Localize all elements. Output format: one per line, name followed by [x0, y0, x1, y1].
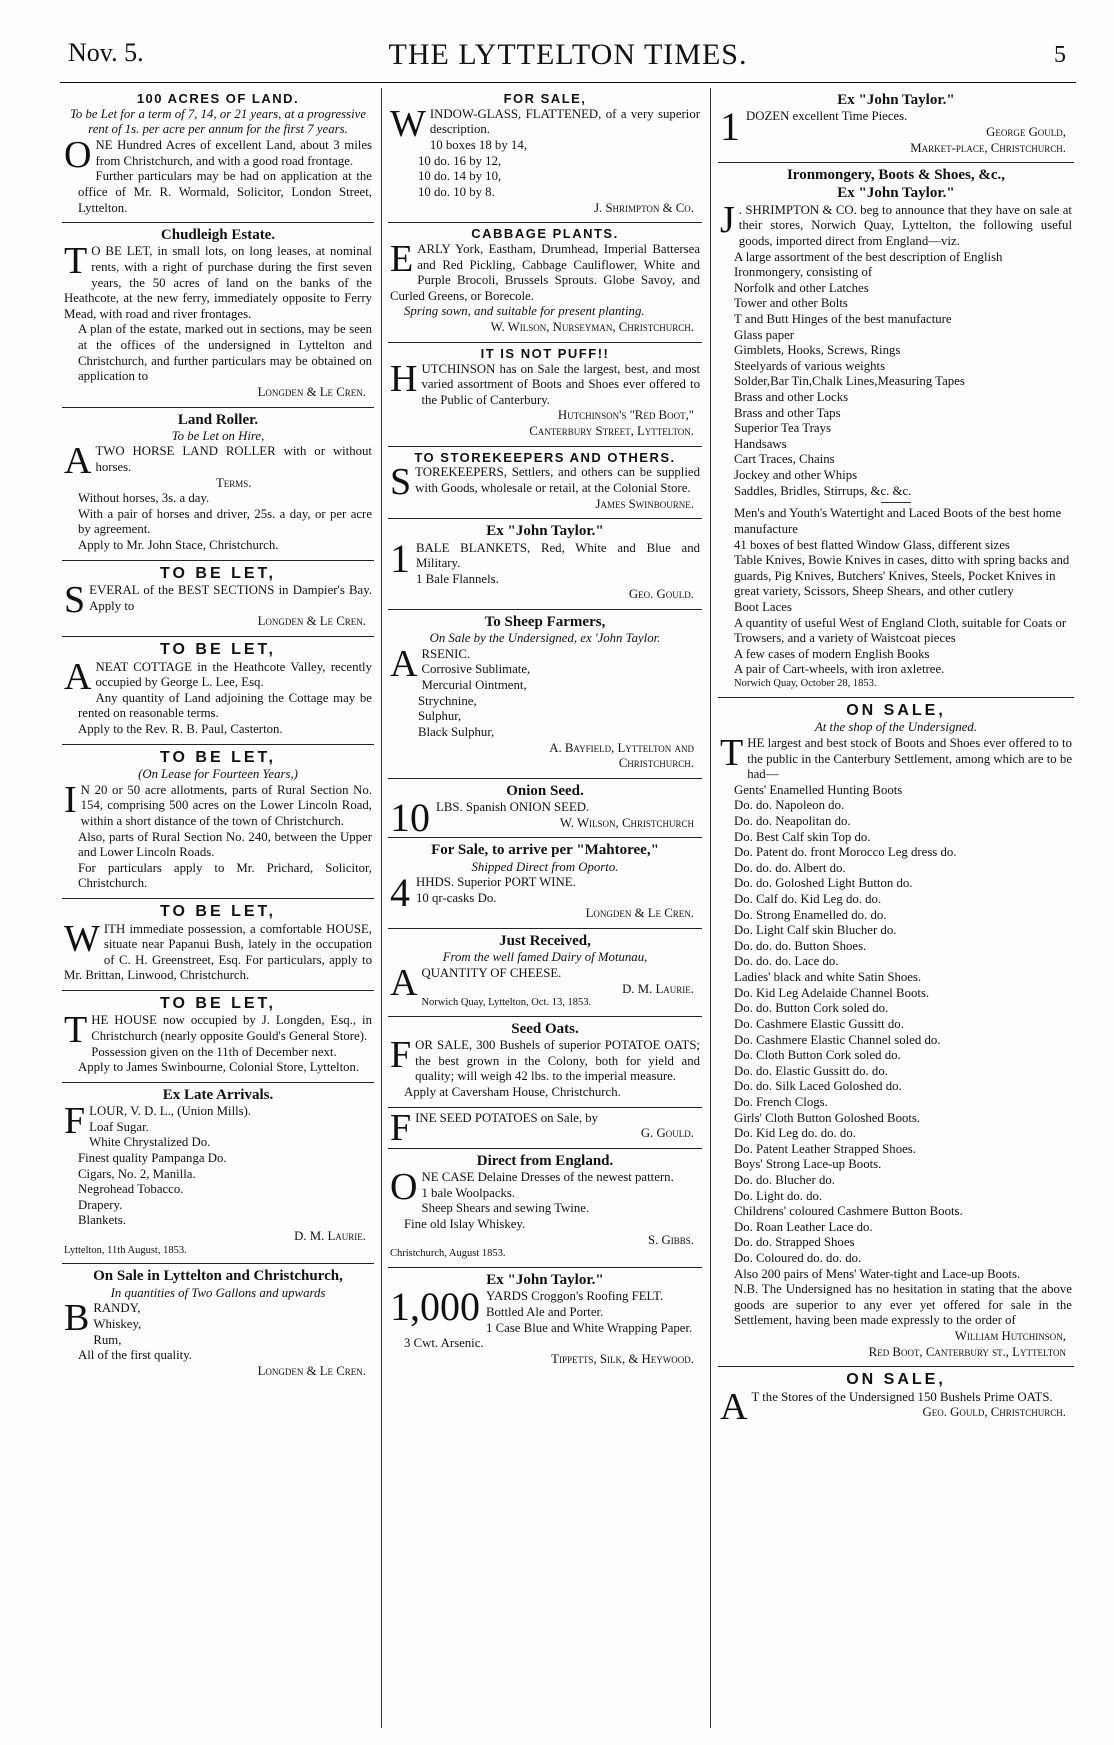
ad-body: Apply at Caversham House, Christchurch.: [404, 1085, 621, 1100]
drop-cap: W: [64, 917, 100, 960]
ad-brandy: [62, 1264, 374, 1385]
ad-body: Apply to the Rev. R. B. Paul, Casterton.: [78, 721, 283, 736]
item-list: [720, 250, 1072, 500]
ad-body: HHDS. Superior PORT WINE.: [416, 875, 576, 890]
ad-signature: Christchurch.: [618, 756, 694, 771]
drop-cap: F: [390, 1106, 412, 1149]
ad-title: Onion Seed.: [506, 782, 584, 799]
ad-signature: Longden & Le Cren.: [257, 1363, 366, 1378]
ad-signature: George Gould,: [986, 124, 1066, 139]
ad-body: BALE BLANKETS, Red, White and Blue and Military.: [416, 540, 700, 571]
list-item: Do. Calf do. Kid Leg do. do.: [734, 892, 882, 907]
list-item: White Chrystalized Do.: [89, 1135, 211, 1150]
ad-title: IT IS NOT PUFF!!: [480, 345, 610, 361]
ad-title: On Sale in Lyttelton and Christchurch,: [93, 1268, 343, 1285]
ad-subtitle: (On Lease for Fourteen Years,): [138, 767, 298, 782]
list-item: Childrens' coloured Cashmere Button Boots.: [734, 1204, 963, 1219]
drop-number: 4: [390, 870, 410, 916]
ad-not-puff: [388, 343, 702, 447]
list-item: 3 Cwt. Arsenic.: [404, 1336, 484, 1351]
drop-cap: O: [390, 1166, 418, 1209]
list-item: Do. do. Silk Laced Goloshed do.: [734, 1079, 902, 1094]
ad-signature: James Swinbourne.: [595, 496, 694, 511]
drop-cap: A: [390, 642, 418, 685]
list-item: A pair of Cart-wheels, with iron axletree.: [734, 662, 945, 677]
drop-cap: A: [720, 1385, 748, 1428]
list-item: Do. Coloured do. do. do.: [734, 1251, 862, 1266]
ad-body: ARLY York, Eastham, Drumhead, Imperial Battersea and Red Pickling, Cabbage Cauliflower, White and Purple Brocoli, Brussels Sprouts. Globe Savoy, and Curled Greens, or Borecole.: [390, 241, 700, 303]
issue-date: Nov. 5.: [68, 38, 144, 67]
ad-title: Ex Late Arrivals.: [162, 1086, 274, 1103]
ad-allotments-lease: [62, 745, 374, 899]
list-item: Drapery.: [78, 1197, 123, 1212]
column-2: [388, 88, 702, 1728]
ad-body: INE SEED POTATOES on Sale, by: [415, 1110, 599, 1125]
list-item: Do. do. do. Lace do.: [734, 954, 839, 969]
ad-body: N 20 or 50 acre allotments, parts of Rural Section No. 154, comprising 500 acres on the Lower Lincoln Road, within a short distance of the town of Christchurch.: [80, 782, 372, 828]
ad-body: A plan of the estate, marked out in sections, may be seen at the offices of the undersigned in Lyttelton and Christchurch, and further particulars may be obtained on application to: [78, 322, 372, 384]
list-item: Glass paper: [734, 327, 795, 342]
list-item: Do. do. do. Button Shoes.: [734, 938, 867, 953]
item-list: [720, 783, 1072, 1283]
ad-oats: [718, 1367, 1074, 1427]
drop-cap: T: [64, 240, 88, 283]
masthead: [60, 38, 1076, 83]
drop-cap: H: [390, 357, 418, 400]
ad-signature: Red Boot, Canterbury st., Lyttelton: [868, 1344, 1066, 1359]
drop-number: 1: [390, 535, 410, 581]
ad-signature: D. M. Laurie.: [622, 981, 694, 996]
list-item: Table Knives, Bowie Knives in cases, ditto with spring backs and guards, Pig Knives, Butchers' Knives, Steels, Pocket Knives in great variety, Scissors, Sheep Shears, and other cutlery: [734, 553, 1070, 599]
ad-seed-oats: [388, 1017, 702, 1108]
ad-title: Seed Oats.: [511, 1020, 579, 1037]
ad-signature: Canterbury Street, Lyttelton.: [529, 423, 694, 438]
ad-cottage-heathcote: [62, 637, 374, 745]
list-item: Cart Traces, Chains: [734, 452, 835, 467]
list-item: 41 boxes of best flatted Window Glass, different sizes: [734, 537, 1010, 552]
ad-boots-shoes: [718, 698, 1074, 1368]
list-item: Saddles, Bridles, Stirrups, &c. &c.: [734, 483, 912, 498]
ad-body: LBS. Spanish ONION SEED.: [436, 800, 590, 815]
ad-100-acres: [62, 88, 374, 223]
list-item: Strychnine,: [418, 693, 477, 708]
ad-body: O BE LET, in small lots, on long leases, at nominal rents, with a right of purchase during the first seven years, the 50 acres of land on the banks of the Heathcote, at the new ferry, immediately opposite to Ferry Mead, with road and river frontages.: [64, 244, 372, 321]
ad-subtitle: On Sale by the Undersigned, ex 'John Taylor.: [429, 631, 661, 646]
column-rule: [710, 88, 711, 1728]
ad-date: Christchurch, August 1853.: [390, 1248, 506, 1260]
ad-time-pieces: [718, 88, 1074, 163]
ad-cabbage-plants: [388, 223, 702, 343]
drop-cap: O: [64, 134, 92, 177]
ad-window-glass: [388, 88, 702, 223]
list-item: Handsaws: [734, 436, 787, 451]
list-item: Boys' Strong Lace-up Boots.: [734, 1157, 882, 1172]
ad-title: Ex "John Taylor.": [837, 185, 955, 202]
ad-signature: Market-place, Christchurch.: [910, 140, 1066, 155]
ad-sections-dampiers-bay: [62, 561, 374, 637]
item-list: [720, 506, 1072, 678]
list-item: Do. Patent do. front Morocco Leg dress do.: [734, 845, 957, 860]
list-item: Do. do. Neapolitan do.: [734, 813, 851, 828]
item-list: [390, 138, 700, 200]
list-item: T and Butt Hinges of the best manufacture: [734, 311, 952, 326]
ad-subtitle: To be Let on Hire,: [171, 428, 265, 443]
ad-title: Just Received,: [499, 933, 591, 949]
ad-direct-england: [388, 1149, 702, 1268]
ad-signature: J. Shrimpton & Co.: [594, 200, 694, 215]
ad-title: TO STOREKEEPERS AND OTHERS.: [414, 449, 676, 465]
ad-date: Lyttelton, 11th August, 1853.: [64, 1244, 187, 1256]
ad-date: Norwich Quay, Lyttelton, Oct. 13, 1853.: [421, 997, 592, 1009]
ad-body: NEAT COTTAGE in the Heathcote Valley, recently occupied by George L. Lee, Esq.: [95, 659, 372, 690]
ad-blankets: [388, 519, 702, 610]
list-item: Do. Cashmere Elastic Gussitt do.: [734, 1016, 904, 1031]
list-item: 1 Case Blue and White Wrapping Paper.: [486, 1320, 693, 1335]
ad-title: FOR SALE,: [503, 91, 587, 106]
drop-cap: J: [720, 198, 735, 241]
list-item: Fine old Islay Whiskey.: [404, 1217, 526, 1231]
ad-body: Apply to James Swinbourne, Colonial Store, Lyttelton.: [78, 1060, 360, 1075]
ad-body: TOREKEEPERS, Settlers, and others can be supplied with Goods, wholesale or retail, at the Colonial Store.: [415, 465, 700, 496]
ad-sheep-farmers: [388, 610, 702, 779]
item-list: [64, 1120, 372, 1229]
ad-body: Also, parts of Rural Section No. 240, between the Upper and Lower Lincoln Roads.: [78, 829, 372, 860]
item-list: [390, 1186, 700, 1233]
ad-body: NE Hundred Acres of excellent Land, about 3 miles from Christchurch, and with a good road frontage.: [95, 138, 372, 168]
ad-body: TWO HORSE LAND ROLLER with or without horses.: [95, 444, 372, 475]
ad-title: CABBAGE PLANTS.: [471, 226, 619, 242]
list-item: 10 do. 14 by 10,: [418, 169, 502, 184]
ad-roofing-felt: [388, 1268, 702, 1373]
list-item: Mercurial Ointment,: [421, 678, 527, 693]
ad-body: Spring sown, and suitable for present planting.: [404, 304, 645, 319]
ad-signature: A. Bayfield, Lyttelton and: [549, 740, 694, 755]
list-item: Do. Kid Leg Adelaide Channel Boots.: [734, 985, 930, 1000]
ad-signature: D. M. Laurie.: [294, 1229, 366, 1244]
list-item: Whiskey,: [93, 1316, 142, 1331]
ad-body: RSENIC.: [421, 646, 471, 661]
drop-cap: A: [64, 440, 92, 483]
drop-cap: E: [390, 237, 414, 280]
divider: [881, 502, 911, 503]
column-1: [62, 88, 374, 1728]
drop-number: 10: [390, 795, 430, 841]
list-item: 10 do. 16 by 12,: [418, 153, 502, 168]
newspaper-title: THE LYTTELTON TIMES.: [388, 38, 748, 71]
ad-seed-potatoes: [388, 1108, 702, 1149]
list-item: Also 200 pairs of Mens' Water-tight and Lace-up Boots.: [734, 1266, 1021, 1281]
list-item: Do. do. Button Cork soled do.: [734, 1001, 889, 1016]
list-item: Do. Kid Leg do. do. do.: [734, 1126, 856, 1141]
ad-title: ON SALE,: [846, 701, 946, 719]
list-item: 10 do. 10 by 8.: [418, 184, 495, 199]
ad-line: Apply to Mr. John Stace, Christchurch.: [78, 538, 279, 553]
ad-body: UTCHINSON has on Sale the largest, best, and most varied assortment of Boots and Shoes ever offered to the Public of Canterbury.: [421, 361, 700, 407]
ad-ironmongery: [718, 163, 1074, 698]
column-3: [718, 88, 1074, 1728]
list-item: Do. Strong Enamelled do. do.: [734, 907, 887, 922]
drop-cap: A: [64, 655, 92, 698]
ad-signature: Longden & Le Cren.: [257, 384, 366, 399]
ad-house-longden: [62, 991, 374, 1083]
list-item: Brass and other Locks: [734, 390, 849, 405]
ad-title: Ex "John Taylor.": [486, 1272, 604, 1289]
list-item: A few cases of modern English Books: [734, 646, 930, 661]
ad-body: For particulars apply to Mr. Prichard, Solicitor, Christchurch.: [78, 860, 372, 891]
list-item: Girls' Cloth Button Goloshed Boots.: [734, 1110, 921, 1125]
ad-body: Possession given on the 11th of December next.: [91, 1044, 337, 1059]
ad-title: Direct from England.: [476, 1152, 614, 1169]
ad-terms-heading: Terms.: [215, 475, 252, 490]
list-item: Do. do. Blucher do.: [734, 1172, 835, 1187]
list-item: Boot Laces: [734, 599, 792, 614]
ad-line: With a pair of horses and driver, 25s. a day, or per acre by agreement.: [78, 506, 372, 537]
list-item: Rum,: [93, 1332, 122, 1347]
ad-title: TO BE LET,: [160, 564, 276, 582]
ad-title: TO BE LET,: [160, 641, 276, 659]
ad-signature: W. Wilson, Nurseyman, Christchurch.: [490, 320, 694, 335]
list-item: 10 boxes 18 by 14,: [429, 138, 527, 153]
list-item: Blankets.: [78, 1213, 126, 1228]
ad-body: INDOW-GLASS, FLATTENED, of a very superior description.: [429, 106, 700, 137]
ad-title: Chudleigh Estate.: [160, 227, 276, 244]
ad-title: TO BE LET,: [160, 902, 276, 920]
ad-body: RANDY,: [93, 1301, 141, 1316]
list-item: Do. Patent Leather Strapped Shoes.: [734, 1141, 916, 1156]
ad-title: Ex "John Taylor.": [837, 92, 955, 108]
list-item: Cigars, No. 2, Manilla.: [78, 1166, 196, 1181]
ad-line: 10 qr-casks Do.: [416, 890, 497, 905]
ad-line: 1 Bale Flannels.: [416, 571, 499, 586]
ad-signature: Longden & Le Cren.: [585, 906, 694, 921]
list-item: Do. Roan Leather Lace do.: [734, 1219, 873, 1234]
ad-chudleigh-estate: [62, 223, 374, 407]
list-item: Do. Cashmere Elastic Channel soled do.: [734, 1032, 941, 1047]
list-item: Tower and other Bolts: [734, 296, 848, 311]
list-item: All of the first quality.: [78, 1348, 192, 1363]
ad-signature: W. Wilson, Christchurch: [559, 815, 694, 830]
ad-title: 100 ACRES OF LAND.: [136, 91, 300, 106]
ad-subtitle: To be Let for a term of 7, 14, or 21 years, at a progressive rent of 1s. per acre per annum for the first 7 years.: [69, 106, 367, 137]
list-item: Gimblets, Hooks, Screws, Rings: [734, 343, 901, 358]
ad-signature: Hutchinson's "Red Boot,": [557, 408, 694, 423]
list-item: Gents' Enamelled Hunting Boots: [734, 782, 903, 797]
list-item: Sulphur,: [418, 709, 462, 724]
ad-port-wine: [388, 838, 702, 929]
ad-signature: William Hutchinson,: [954, 1329, 1066, 1344]
list-item: Sheep Shears and sewing Twine.: [421, 1201, 590, 1216]
list-item: Do. Cloth Button Cork soled do.: [734, 1048, 901, 1063]
ad-body: . SHRIMPTON & CO. beg to announce that they have on sale at their stores, Norwich Quay, Lyttelton, the following useful goods, imported direct from England—viz.: [738, 202, 1072, 248]
drop-cap: W: [390, 102, 426, 145]
drop-cap: T: [64, 1009, 88, 1052]
ad-body: Further particulars may be had on application at the office of Mr. R. Wormald, Solicitor, London Street, Lyttelton.: [78, 169, 372, 215]
ad-house-papanui: [62, 899, 374, 991]
list-item: Brass and other Taps: [734, 405, 841, 420]
drop-number: 1: [720, 104, 740, 150]
ad-storekeepers: [388, 447, 702, 520]
ad-subtitle: At the shop of the Undersigned.: [814, 720, 978, 735]
ad-signature: S. Gibbs.: [648, 1232, 694, 1247]
ad-land-roller: [62, 408, 374, 561]
ad-subtitle: Shipped Direct from Oporto.: [471, 859, 619, 874]
ad-body: OR SALE, 300 Bushels of superior POTATOE OATS; the best grown in the Colony, both for yield and quality; will weigh 42 lbs. to the imperial measure.: [415, 1038, 700, 1084]
list-item: 1 bale Woolpacks.: [421, 1185, 516, 1200]
list-item: Do. do. Goloshed Light Button do.: [734, 876, 913, 891]
list-item: Black Sulphur,: [418, 724, 495, 739]
list-item: Do. Light Calf skin Blucher do.: [734, 923, 897, 938]
list-item: Loaf Sugar.: [89, 1119, 149, 1134]
ad-title: For Sale, to arrive per "Mahtoree,": [431, 842, 659, 859]
ad-late-arrivals: [62, 1083, 374, 1265]
item-list: [64, 1317, 372, 1364]
list-item: Finest quality Pampanga Do.: [78, 1151, 227, 1166]
drop-cap: S: [64, 579, 86, 622]
list-item: Superior Tea Trays: [734, 421, 831, 436]
drop-cap: I: [64, 778, 77, 821]
ad-body: LOUR, V. D. L., (Union Mills).: [89, 1104, 252, 1119]
ad-signature: Geo. Gould, Christchurch.: [922, 1405, 1066, 1420]
ad-line: Without horses, 3s. a day.: [78, 491, 210, 506]
item-list: [390, 662, 700, 740]
ad-title: TO BE LET,: [160, 748, 276, 766]
ad-title: TO BE LET,: [160, 994, 276, 1012]
ad-subtitle: In quantities of Two Gallons and upwards: [110, 1285, 326, 1300]
list-item: Solder,Bar Tin,Chalk Lines,Measuring Tapes: [734, 374, 965, 389]
ad-cheese: [388, 929, 702, 1017]
list-item: Norfolk and other Latches: [734, 280, 869, 295]
ad-body: YARDS Croggon's Roofing FELT.: [486, 1289, 664, 1304]
ad-body: HE HOUSE now occupied by J. Longden, Esq., in Christchurch (nearly opposite Gould's General Store).: [91, 1013, 372, 1044]
list-item: Do. Best Calf skin Top do.: [734, 829, 871, 844]
column-rule: [381, 88, 382, 1728]
list-item: Ladies' black and white Satin Shoes.: [734, 970, 922, 985]
list-item: Negrohead Tobacco.: [78, 1182, 184, 1197]
ad-signature: G. Gould.: [640, 1126, 694, 1141]
drop-cap: F: [390, 1034, 412, 1077]
list-item: Men's and Youth's Watertight and Laced Boots of the best home manufacture: [734, 506, 1062, 536]
ad-body: EVERAL of the BEST SECTIONS in Dampier's Bay. Apply to: [89, 583, 372, 613]
list-item: Do. Light do. do.: [734, 1188, 823, 1203]
ad-body: Any quantity of Land adjoining the Cottage may be rented on reasonable terms.: [78, 690, 372, 721]
ad-body: HE largest and best stock of Boots and Shoes ever offered to to the public in the Canterbury Settlement, among which are to be had—: [747, 735, 1072, 782]
ad-signature: Longden & Le Cren.: [257, 614, 366, 629]
list-item: Jockey and other Whips: [734, 468, 858, 483]
list-item: Do. do. Elastic Gussitt do. do.: [734, 1063, 888, 1078]
drop-cap: T: [720, 731, 744, 774]
drop-cap: A: [390, 961, 418, 1004]
list-item: Do. do. Napoleon do.: [734, 798, 845, 813]
list-item: Do. French Clogs.: [734, 1094, 828, 1109]
list-item: Steelyards of various weights: [734, 358, 886, 373]
list-item: Do. do. Strapped Shoes: [734, 1235, 855, 1250]
ad-title: To Sheep Farmers,: [484, 613, 606, 630]
drop-cap: B: [64, 1297, 90, 1340]
ad-body: QUANTITY OF CHEESE.: [421, 965, 562, 980]
ad-title: ON SALE,: [846, 1371, 946, 1389]
drop-cap: S: [390, 461, 412, 504]
ad-date: Norwich Quay, October 28, 1853.: [734, 678, 877, 689]
drop-cap: F: [64, 1100, 86, 1143]
ad-body: ITH immediate possession, a comfortable HOUSE, situate near Papanui Bush, lately in the occupation of C. H. Greenstreet, Esq. For particulars, apply to Mr. Brittan, Linwood, Christchurch.: [64, 921, 372, 983]
ad-signature: Geo. Gould.: [628, 587, 694, 602]
ad-body: NE CASE Delaine Dresses of the newest pattern.: [421, 1170, 674, 1185]
ad-title: Ex "John Taylor.": [486, 523, 604, 540]
ad-onion-seed: [388, 779, 702, 839]
ad-title: Land Roller.: [177, 411, 259, 428]
ad-subtitle: From the well famed Dairy of Motunau,: [442, 950, 648, 965]
ad-signature: Tippetts, Silk, & Heywood.: [551, 1351, 694, 1366]
list-item: A quantity of useful West of England Cloth, suitable for Coats or Trowsers, and a variety of Waistcoat pieces: [734, 615, 1067, 646]
ad-title: Ironmongery, Boots & Shoes, &c.,: [786, 167, 1006, 184]
list-item: A large assortment of the best description of English Ironmongery, consisting of: [734, 249, 1003, 280]
ad-body: DOZEN excellent Time Pieces.: [746, 109, 908, 124]
drop-number: 1,000: [390, 1284, 480, 1330]
ad-body: T the Stores of the Undersigned 150 Bushels Prime OATS.: [751, 1389, 1053, 1404]
ad-body: N.B. The Undersigned has no hesitation in stating that the above goods are superior to any ever yet offered for sale in the Settlement, having been made expressly to the order of: [734, 1282, 1072, 1328]
list-item: Do. do. do. Albert do.: [734, 860, 846, 875]
list-item: Corrosive Sublimate,: [421, 662, 531, 677]
list-item: Bottled Ale and Porter.: [486, 1304, 604, 1319]
page-number: 5: [1054, 42, 1066, 68]
